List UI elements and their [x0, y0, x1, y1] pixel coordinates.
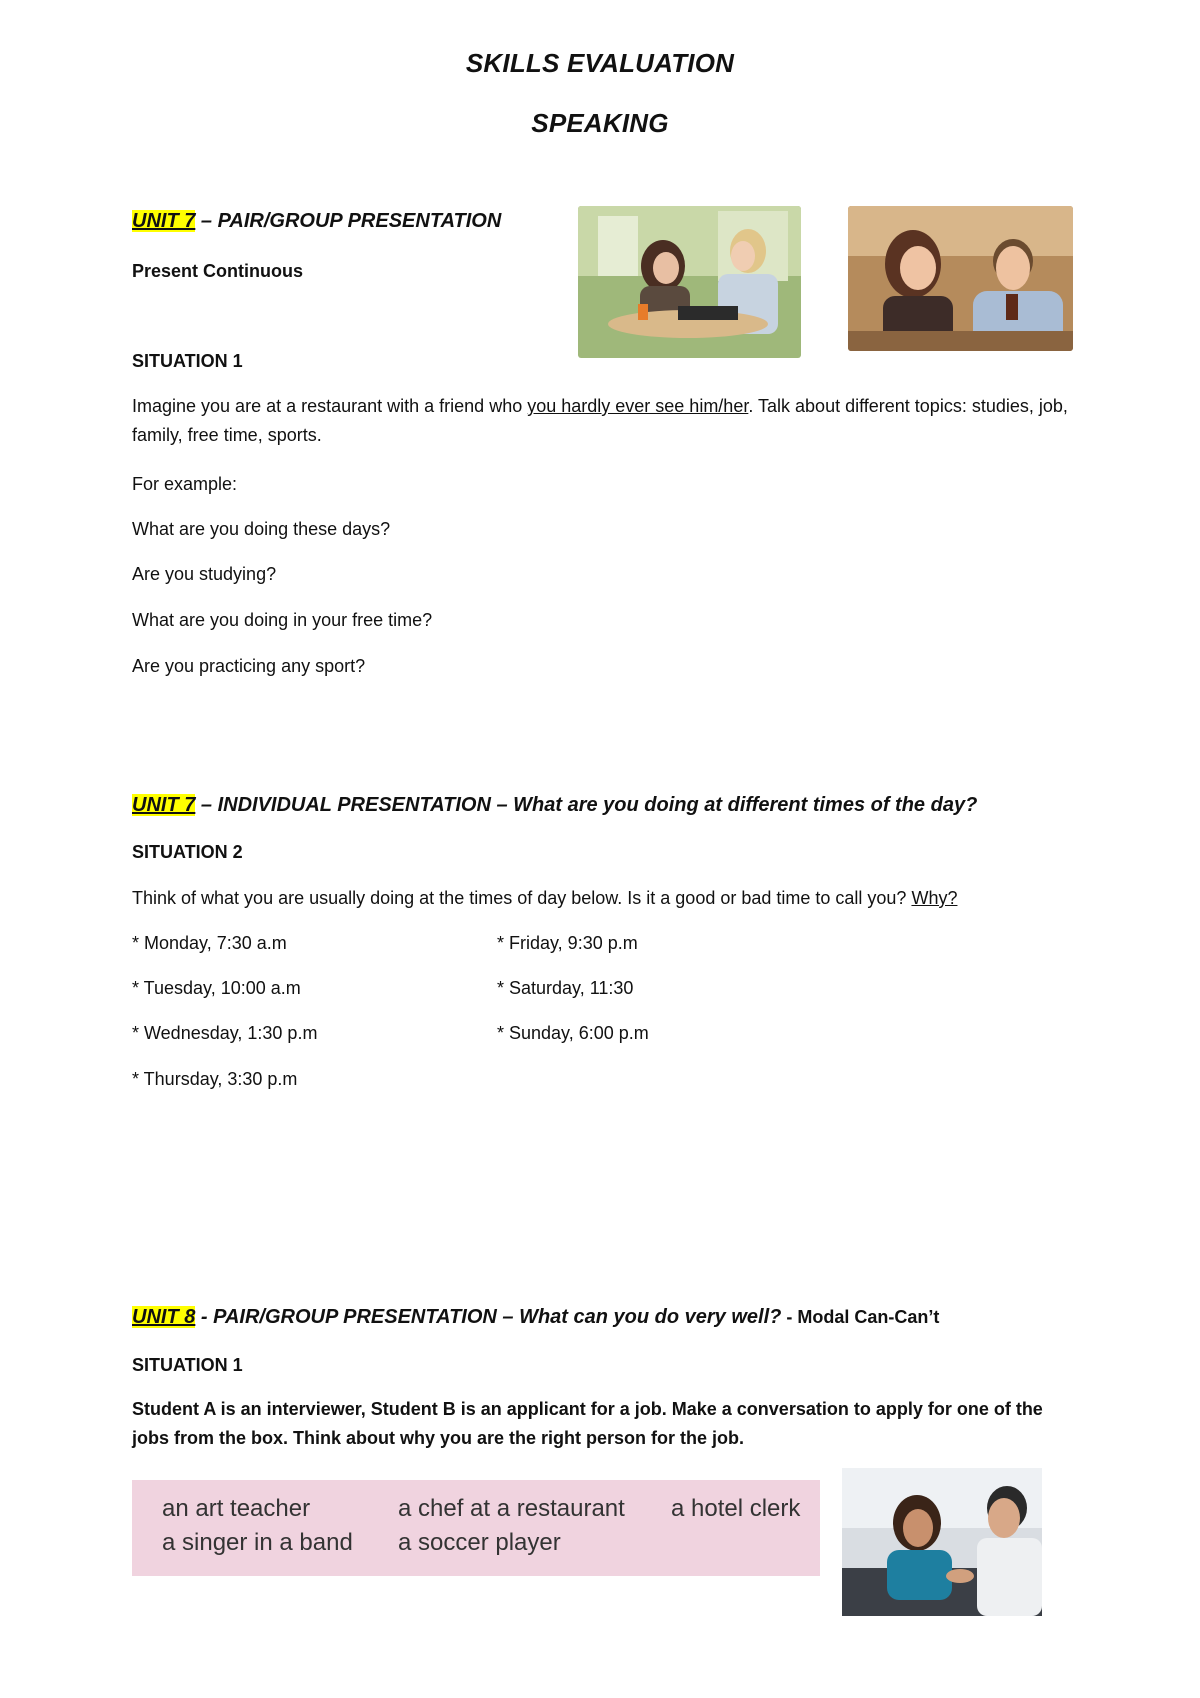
section3-situation: SITUATION 1 [132, 1355, 243, 1375]
section1-for-example: For example: [132, 474, 238, 494]
job-option: an art teacher [162, 1495, 311, 1522]
job-interview-photo [842, 1468, 1042, 1616]
section2-unit-label: UNIT 7 [132, 794, 196, 816]
job-option: a hotel clerk [671, 1495, 801, 1522]
section1-subtitle: Present Continuous [132, 261, 304, 281]
section1-question: What are you doing these days? [132, 519, 391, 539]
section1-paragraph-start: Imagine you are at a restaurant with a friend who [132, 396, 528, 416]
time-item: * Thursday, 3:30 p.m [132, 1069, 298, 1089]
section1-situation: SITUATION 1 [132, 351, 243, 371]
job-option: a chef at a restaurant [398, 1495, 625, 1522]
section2-heading-text: – INDIVIDUAL PRESENTATION – What are you doing at different times of the day? [195, 794, 978, 816]
section2-heading [132, 794, 977, 817]
section3-modal-label: - Modal Can-Can’t [781, 1307, 940, 1327]
time-item: * Tuesday, 10:00 a.m [132, 978, 301, 998]
section2-situation: SITUATION 2 [132, 842, 243, 862]
document-title: SKILLS EVALUATION [465, 48, 735, 78]
section3-heading [132, 1306, 939, 1329]
section1-unit-label: UNIT 7 [132, 210, 196, 232]
time-item: * Wednesday, 1:30 p.m [132, 1023, 318, 1043]
section3-unit-label: UNIT 8 [132, 1306, 196, 1328]
section2-instruction-text: Think of what you are usually doing at the times of day below. Is it a good or bad time to call you? [132, 888, 912, 908]
section2-why: Why? [911, 888, 958, 908]
section1-question: Are you studying? [132, 564, 277, 584]
restaurant-friends-photo [578, 206, 801, 358]
section1-paragraph-underlined: you hardly ever see him/her [527, 396, 749, 416]
section1-question: What are you doing in your free time? [132, 610, 433, 630]
section3-heading-text: - PAIR/GROUP PRESENTATION – What can you do very well? [195, 1306, 782, 1328]
time-item: * Friday, 9:30 p.m [497, 933, 638, 953]
section1-paragraph [132, 392, 1072, 450]
time-item: * Monday, 7:30 a.m [132, 933, 287, 953]
section2-instruction [132, 888, 957, 909]
couple-talking-photo [848, 206, 1073, 351]
document-subtitle: SPEAKING [531, 108, 669, 138]
job-option: a soccer player [398, 1529, 561, 1556]
section1-question: Are you practicing any sport? [132, 656, 366, 676]
section3-instruction: Student A is an interviewer, Student B is an applicant for a job. Make a conversation to apply for one of the jobs from the box. Think about why you are the right person for the job. [132, 1399, 1043, 1448]
section1-heading [132, 210, 501, 233]
section1-heading-text: – PAIR/GROUP PRESENTATION [195, 210, 502, 232]
time-item: * Saturday, 11:30 [497, 978, 634, 998]
section1-paragraph-end: . Talk about different topics: studies, job, family, free time, sports. [132, 396, 1068, 445]
job-options-box [132, 1480, 820, 1576]
job-option: a singer in a band [162, 1529, 353, 1556]
time-item: * Sunday, 6:00 p.m [497, 1023, 649, 1043]
